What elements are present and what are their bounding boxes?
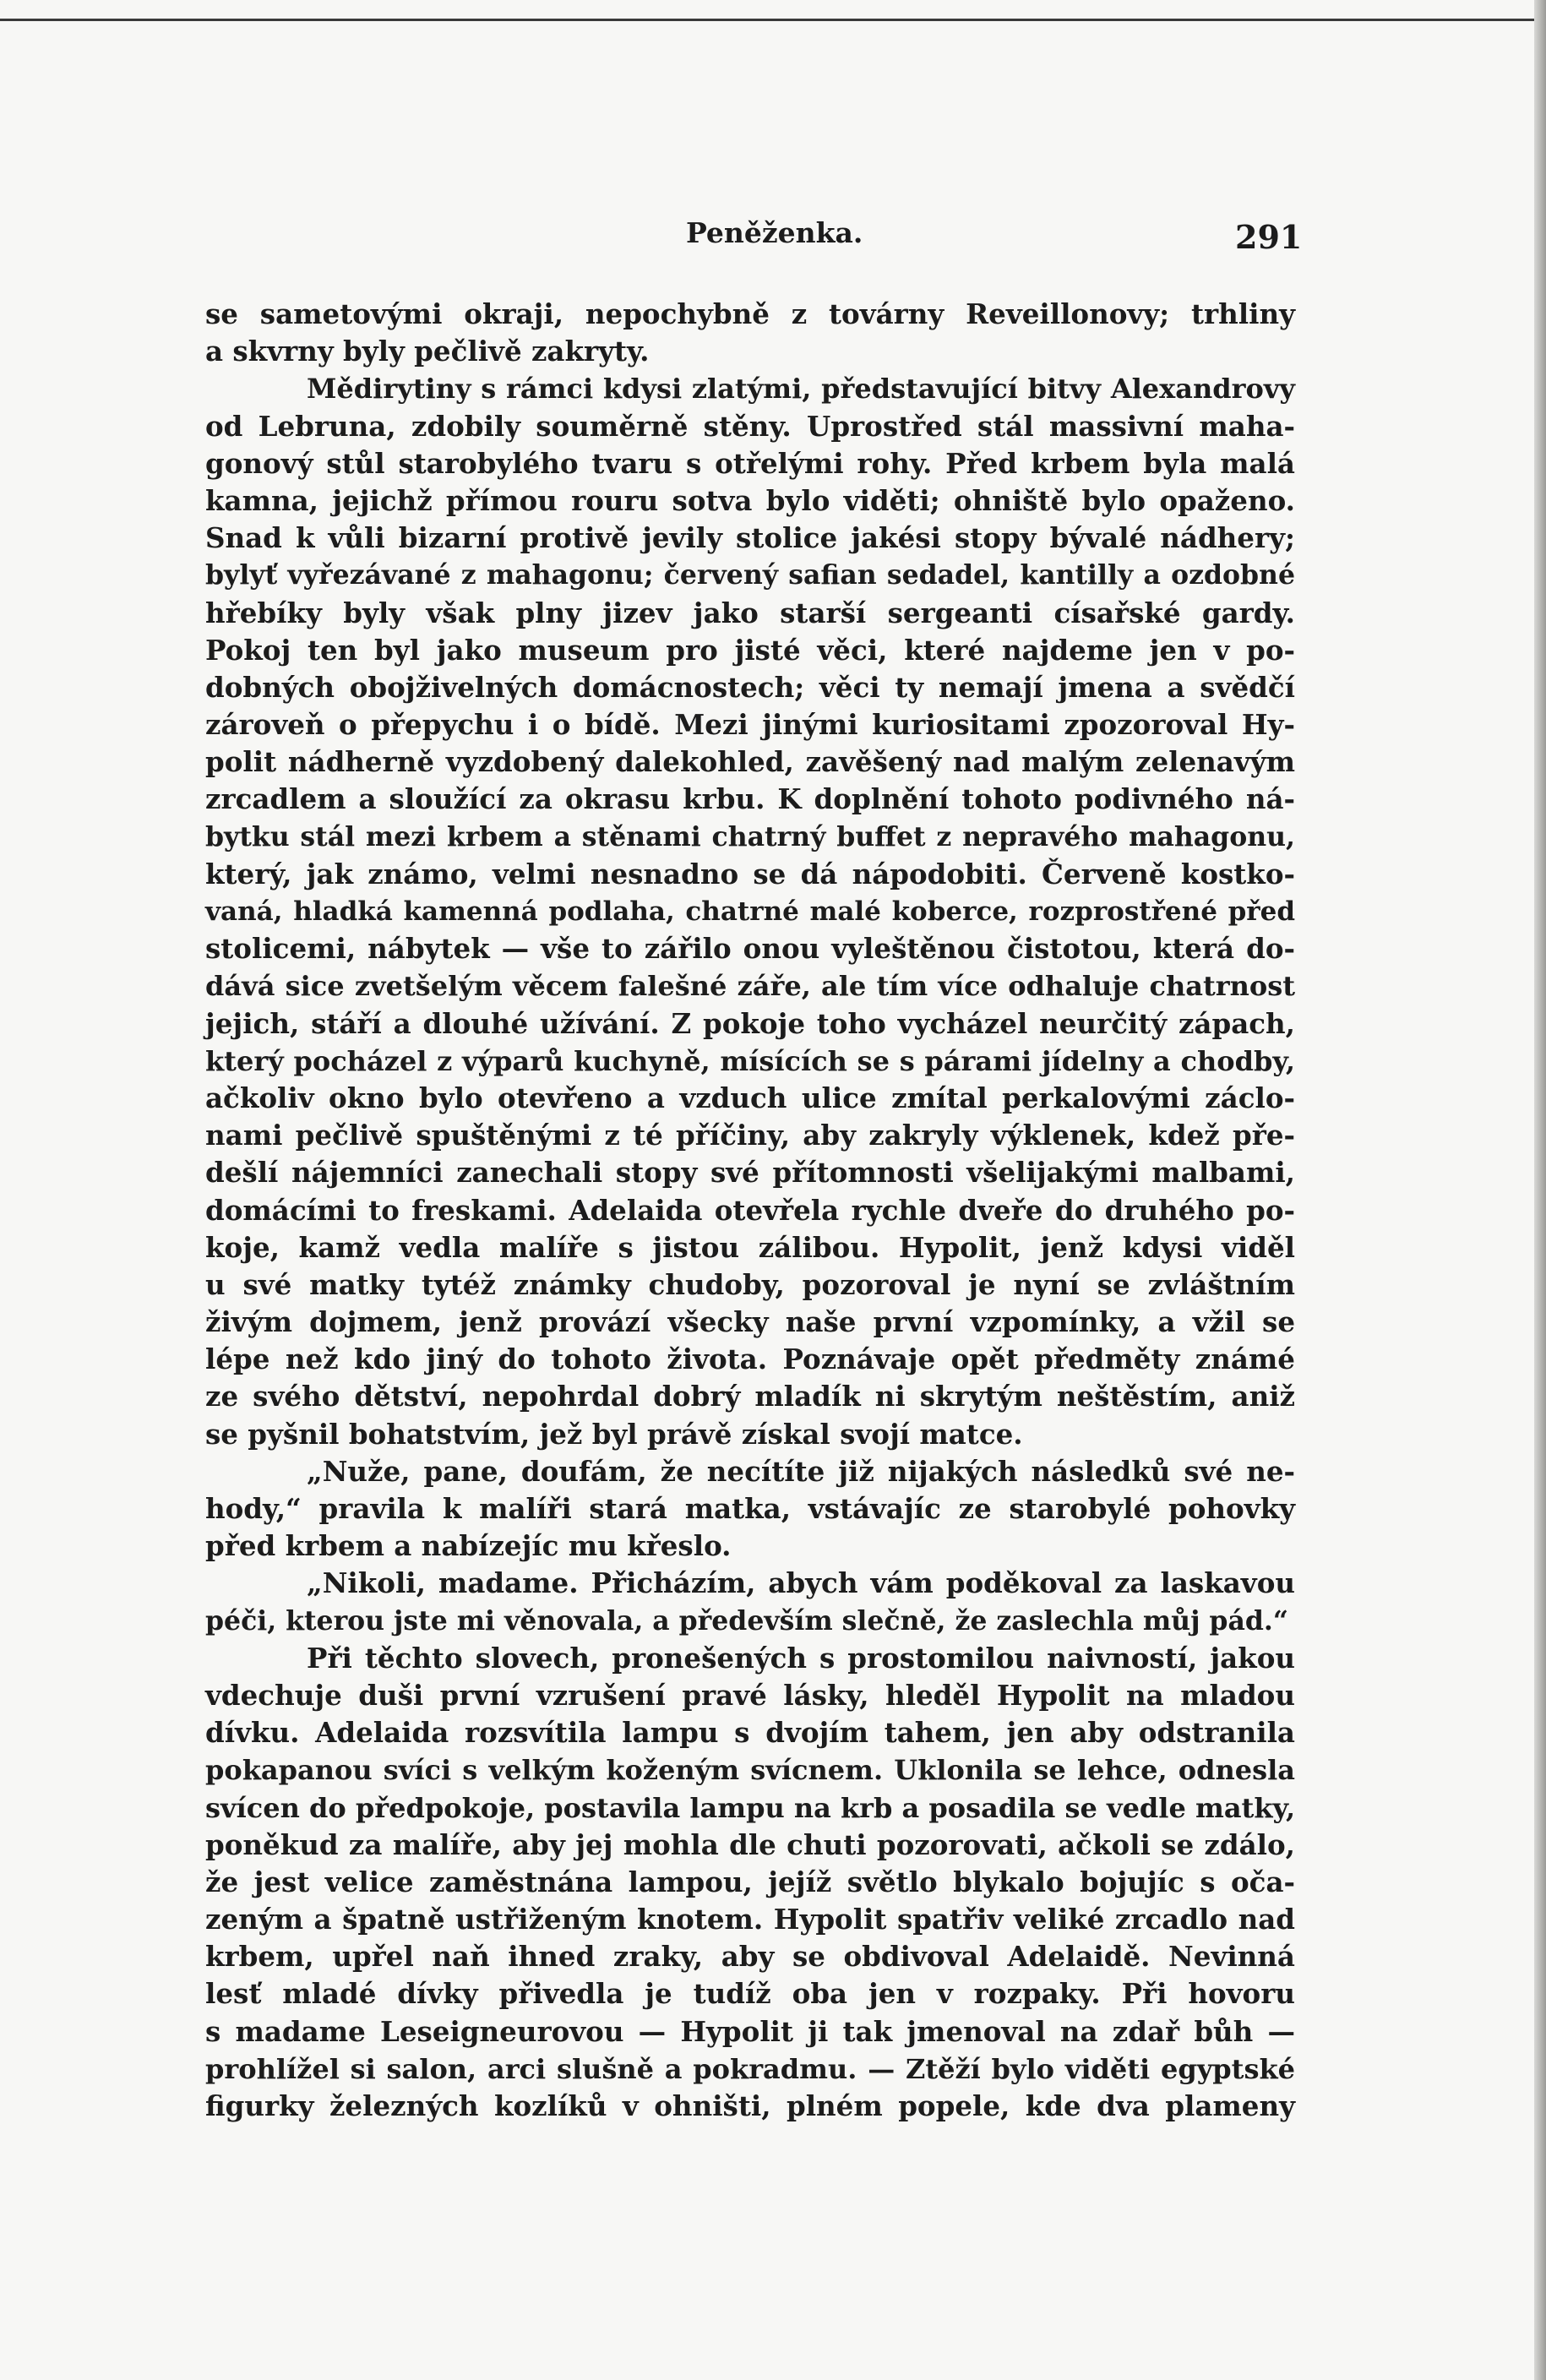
text-line: Snad k vůli bizarní protivě jevily stolice jakési stopy bývalé nádhery; (205, 521, 1295, 555)
text-line: lépe než kdo jiný do tohoto života. Poznávaje opět předměty známé (205, 1342, 1295, 1376)
text-line: jejich, stáří a dlouhé užívání. Z pokoje toho vycházel neurčitý zápach, (205, 1006, 1295, 1040)
text-line: svícen do předpokoje, postavila lampu na krb a posadila se vedle matky, (205, 1791, 1296, 1824)
text-line: se sametovými okraji, nepochybně z továrny Reveillonovy; trhliny (205, 297, 1295, 330)
text-line: hřebíky byly však plny jizev jako starší sergeanti císařské gardy. (205, 596, 1295, 629)
text-line: který pocházel z výparů kuchyně, mísících se s párami jídelny a chodby, (205, 1044, 1295, 1077)
running-head (0, 216, 1546, 256)
text-line: Pokoj ten byl jako museum pro jisté věci, které najdeme jen v po- (205, 633, 1295, 667)
text-line: zeným a špatně ustřiženým knotem. Hypolit spatřiv veliké zrcadlo nad (205, 1903, 1295, 1936)
page-top-edge (0, 19, 1546, 21)
text-line: že jest velice zaměstnána lampou, jejíž světlo blykalo bojujíc s oča- (205, 1865, 1295, 1898)
text-line: Mědirytiny s rámci kdysi zlatými, představující bitvy Alexandrovy (307, 373, 1295, 406)
text-line: koje, kamž vedla malíře s jistou zálibou. Hypolit, jenž kdysi viděl (205, 1230, 1295, 1264)
text-line: figurky železných kozlíků v ohništi, plném popele, kde dva plameny (205, 2089, 1295, 2122)
body-text (205, 296, 1295, 2125)
running-title: Peněženka. (686, 216, 863, 249)
text-line: ze svého dětství, nepohrdal dobrý mladík ni skrytým neštěstím, aniž (205, 1380, 1295, 1413)
text-line: „Nikoli, madame. Přicházím, abych vám poděkoval za laskavou (307, 1566, 1295, 1600)
text-line: od Lebruna, zdobily souměrně stěny. Uprostřed stál massivní maha- (205, 409, 1295, 443)
text-line: ačkoliv okno bylo otevřeno a vzduch ulice zmítal perkalovými záclo- (205, 1081, 1295, 1114)
text-line: u své matky tytéž známky chudoby, pozoroval je nyní se zvláštním (205, 1267, 1295, 1301)
text-line: s madame Leseigneurovou — Hypolit ji tak jmenoval na zdař bůh — (205, 2014, 1295, 2048)
text-line: a skvrny byly pečlivě zakryty. (205, 335, 650, 368)
text-line: prohlížel si salon, arci slušně a pokradmu. — Ztěží bylo viděti egyptské (205, 2052, 1295, 2085)
text-line: „Nuže, pane, doufám, že necítíte již nijakých následků své ne- (307, 1454, 1295, 1488)
text-line: dívku. Adelaida rozsvítila lampu s dvojím tahem, jen aby odstranila (205, 1716, 1295, 1750)
text-line: pokapanou svíci s velkým koženým svícnem. Uklonila se lehce, odnesla (205, 1754, 1295, 1787)
text-line: vaná, hladká kamenná podlaha, chatrné malé koberce, rozprostřené před (205, 896, 1295, 927)
text-line: krbem, upřel naň ihned zraky, aby se obdivoval Adelaidě. Nevinná (205, 1940, 1295, 1974)
text-line: dává sice zvetšelým věcem falešné záře, ale tím více odhaluje chatrnost (205, 970, 1295, 1003)
page-right-edge (1534, 0, 1546, 2380)
text-line: gonový stůl starobylého tvaru s otřelými rohy. Před krbem byla malá (205, 446, 1295, 480)
text-line: kamna, jejichž přímou rouru sotva bylo viděti; ohniště bylo opaženo. (205, 483, 1295, 517)
text-line: se pyšnil bohatstvím, jež byl právě získal svojí matce. (205, 1417, 1023, 1451)
text-line: před krbem a nabízejíc mu křeslo. (205, 1529, 732, 1563)
text-line: lesť mladé dívky přivedla je tudíž oba jen v rozpaky. Při hovoru (205, 1977, 1295, 2011)
text-line: zrcadlem a sloužící za okrasu krbu. K doplnění tohoto podivného ná- (205, 782, 1295, 816)
text-line: poněkud za malíře, aby jej mohla dle chuti pozorovati, ačkoli se zdálo, (205, 1827, 1295, 1861)
text-line: dešlí nájemníci zanechali stopy své přítomnosti všelijakými malbami, (205, 1156, 1295, 1190)
text-line: nami pečlivě spuštěnými z té příčiny, aby zakryly výklenek, kdež pře- (205, 1119, 1295, 1152)
page-number: 291 (1235, 218, 1303, 256)
text-line: Při těchto slovech, pronešených s prostomilou naivností, jakou (307, 1641, 1295, 1675)
text-line: bylyť vyřezávané z mahagonu; červený safian sedadel, kantilly a ozdobné (205, 559, 1295, 591)
text-line: polit nádherně vyzdobený dalekohled, zavěšený nad malým zelenavým (205, 745, 1295, 779)
text-line: bytku stál mezi krbem a stěnami chatrný buffet z nepravého mahagonu, (205, 820, 1295, 852)
text-line: vdechuje duši první vzrušení pravé lásky, hleděl Hypolit na mladou (205, 1678, 1295, 1712)
text-line: stolicemi, nábytek — vše to zářilo onou vyleštěnou čistotou, která do- (205, 932, 1295, 966)
text-line: péči, kterou jste mi věnovala, a především slečně, že zaslechla můj pád.“ (205, 1604, 1288, 1637)
text-line: hody,“ pravila k malíři stará matka, vstávajíc ze starobylé pohovky (205, 1492, 1295, 1525)
text-line: domácími to freskami. Adelaida otevřela rychle dveře do druhého po- (205, 1193, 1295, 1227)
text-line: který, jak známo, velmi nesnadno se dá nápodobiti. Červeně kostko- (205, 857, 1295, 890)
text-line: živým dojmem, jenž provází všecky naše první vzpomínky, a vžil se (205, 1305, 1295, 1339)
text-line: dobných obojživelných domácnostech; věci ty nemají jmena a svědčí (205, 670, 1295, 704)
text-line: zároveň o přepychu i o bídě. Mezi jinými kuriositami zpozoroval Hy- (205, 708, 1295, 742)
